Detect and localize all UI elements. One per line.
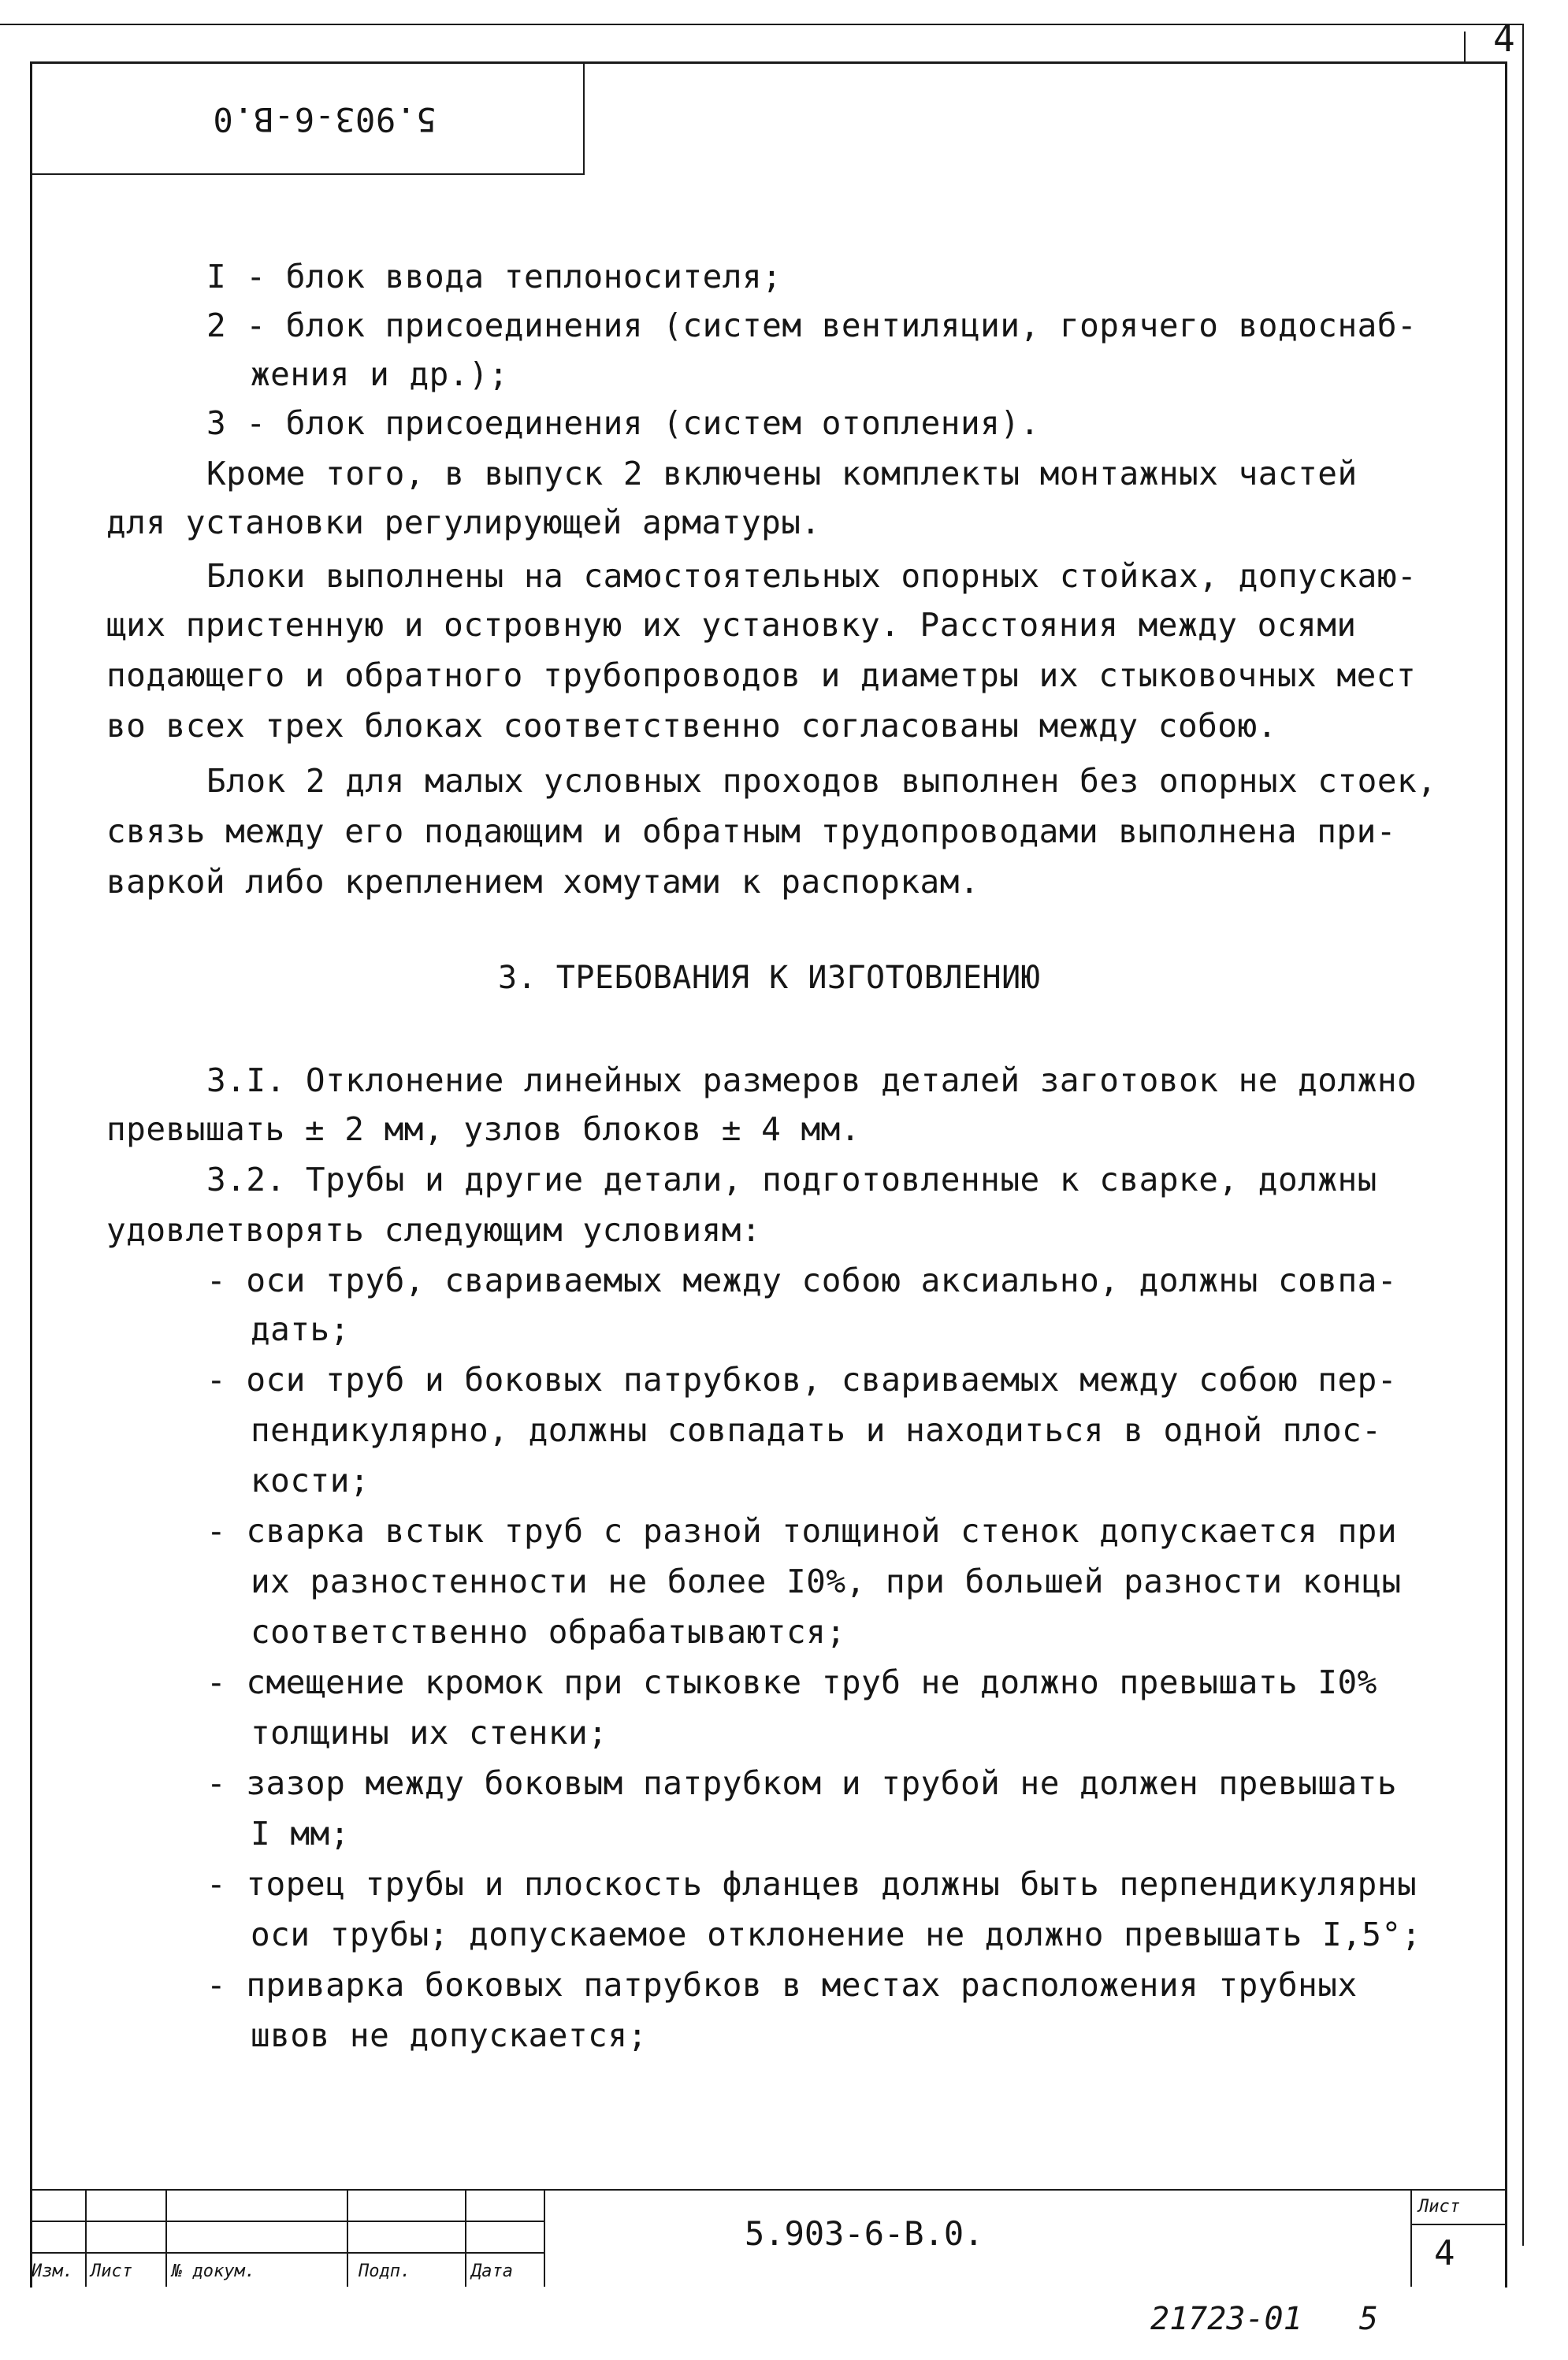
para-blocks-line-1: Блоки выполнены на самостоятельных опорных стойках, допускаю-: [206, 557, 1418, 595]
title-block-sheet-label: Лист: [1418, 2197, 1460, 2217]
condition-line: их разностенности не более I0%, при большей разности концы: [251, 1563, 1402, 1600]
condition-line: - сварка встык труб с разной толщиной стенок допускается при: [206, 1512, 1398, 1550]
col-label-signature: Подп.: [359, 2262, 411, 2281]
block-list-item-3: 3 - блок присоединения (систем отопления).: [206, 404, 1040, 442]
condition-line: пендикулярно, должны совпадать и находиться в одной плос-: [251, 1411, 1382, 1449]
section-heading: 3. ТРЕБОВАНИЯ К ИЗГОТОВЛЕНИЮ: [498, 960, 1041, 996]
block-list-item-2: 2 - блок присоединения (систем вентиляции, горячего водоснаб-: [206, 307, 1418, 344]
frame-right: [1505, 61, 1507, 2288]
block-list-item-1: I - блок ввода теплоносителя;: [206, 258, 782, 295]
condition-line: толщины их стенки;: [251, 1714, 608, 1752]
frame-outer-right: [1522, 24, 1524, 2246]
condition-line: - оси труб, свариваемых между собою аксиально, должны совпа-: [206, 1262, 1398, 1299]
condition-line: кости;: [251, 1462, 370, 1500]
para-block2-line-3: варкой либо креплением хомутами к распоркам.: [106, 863, 980, 901]
condition-line: I мм;: [251, 1815, 350, 1853]
para-block2-line-2: связь между его подающим и обратным трудопроводами выполнена при-: [106, 812, 1396, 850]
condition-line: - торец трубы и плоскость фланцев должны быть перпендикулярны: [206, 1865, 1418, 1903]
para-block2-line-1: Блок 2 для малых условных проходов выполнен без опорных стоек,: [206, 762, 1437, 800]
condition-line: - смещение кромок при стыковке труб не должно превышать I0%: [206, 1663, 1377, 1701]
condition-line: - зазор между боковым патрубком и трубой не должен превышать: [206, 1764, 1398, 1802]
col-label-izm: Изм.: [32, 2262, 73, 2281]
top-stamp-code: 5.903-6-В.0: [213, 100, 437, 139]
para-kits-line-1: Кроме того, в выпуск 2 включены комплекты монтажных частей: [206, 455, 1358, 492]
block-list-item-2-cont: жения и др.);: [251, 355, 509, 393]
condition-line: швов не допускается;: [251, 2016, 648, 2054]
title-block-sheet-number: 4: [1434, 2233, 1455, 2273]
bottom-note: 21723-01 5: [1150, 2301, 1378, 2337]
para-blocks-line-3: подающего и обратного трубопроводов и диаметры их стыковочных мест: [106, 656, 1417, 694]
frame-left: [30, 61, 32, 2288]
condition-line: - оси труб и боковых патрубков, свариваемых между собою пер-: [206, 1361, 1398, 1399]
condition-line: - приварка боковых патрубков в местах расположения трубных: [206, 1966, 1358, 2004]
col-label-doc-number: № докум.: [172, 2262, 255, 2281]
top-rule: [0, 24, 1524, 25]
req-3-1-line-1: 3.I. Отклонение линейных размеров деталей заготовок не должно: [206, 1061, 1418, 1099]
req-3-2-line-2: удовлетворять следующим условиям:: [106, 1211, 762, 1249]
condition-line: дать;: [251, 1310, 350, 1348]
condition-line: соответственно обрабатываются;: [251, 1613, 846, 1651]
req-3-2-line-1: 3.2. Трубы и другие детали, подготовленные к сварке, должны: [206, 1161, 1377, 1199]
req-3-1-line-2: превышать ± 2 мм, узлов блоков ± 4 мм.: [106, 1110, 860, 1148]
corner-sheet-number: 4: [1493, 17, 1516, 60]
condition-line: оси трубы; допускаемое отклонение не должно превышать I,5°;: [251, 1916, 1421, 1953]
col-label-date: Дата: [471, 2262, 513, 2281]
para-blocks-line-4: во всех трех блоках соответственно согласованы между собою.: [106, 707, 1277, 745]
col-label-list: Лист: [91, 2262, 132, 2281]
para-kits-line-2: для установки регулирующей арматуры.: [106, 504, 821, 541]
title-block-document-code: 5.903-6-В.0.: [745, 2214, 984, 2253]
para-blocks-line-2: щих пристенную и островную их установку. Расстояния между осями: [106, 606, 1357, 644]
